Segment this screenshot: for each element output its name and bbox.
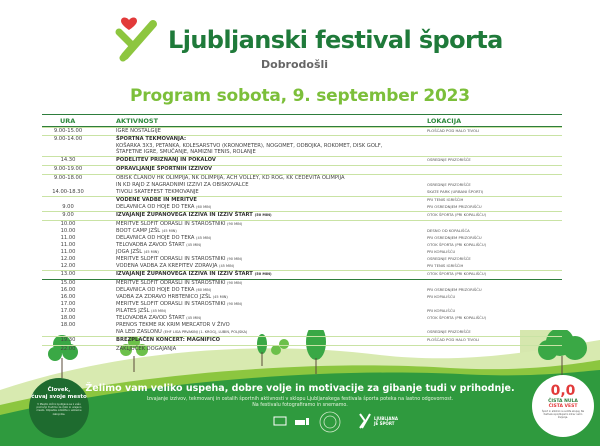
table-row: 10.00 BOOT CAMP JZŠL (45 MIN) DESNO OD KOPALIŠČA	[60, 228, 470, 234]
table-row: 9.00-14.00 ŠPORTNA TEKMOVANJA: KOŠARKA 3X3, PETANKA, KOLESARSTVO (KRONOMETER), NOGOMET, ODBOJKA, ROKOMET, DISK GOLF, ŠTAFETNE IGRE, SMUČANJE, NAMIZNI TENIS, ROLANJE	[42, 135, 562, 156]
table-row: 15.00 MERITVE SLOFIT ODRASLI IN STAROSTNIKI (90 MIN)	[60, 280, 243, 286]
table-row: 12.00 VODENA VADBA ZA KREPITEV ZDRAVJA (45 MIN) PRI TENIS IGRIŠČIH	[60, 263, 464, 269]
table-row: 18.00 TELOVADBA ZAVOD ŠTART (45 MIN) OTOK ŠPORTA (PRI KOPALIŠČU)	[60, 315, 487, 321]
table-row: 22.00 ZAKLJUČEK DOGAJANJA	[42, 345, 562, 354]
partner-logo-icon	[295, 418, 311, 426]
table-row: 16.00 DELAVNICA OD HOJE DO TEKA (60 MIN) PRI OSREDNJEM PRIZORIŠČU	[60, 287, 482, 293]
table-row: 18.00 PRENOS TEKME RK KRIM MERCATOR V ŽIVO NA LED ZASLONU (EHF LIGA PRVAKINJ (1. KROG), LUBIN, POLJSKA) OSREDNJE PRIZORIŠČE	[60, 322, 471, 335]
table-row: 14.30 PODELITEV PRIZNANJ IN POKALOV OSREDNJE PRIZORIŠČE	[42, 156, 562, 165]
clean-city-badge: Človek, čuvaj svoje mesto V Mestni občini Ljubljana se z vašo pomočjo trudimo za čisto in urejeno mesto. Odpadke odložite v ustrezne zabojnike.	[29, 378, 89, 438]
stadium-logo-icon	[318, 410, 342, 434]
table-row: 11.00 TELOVADBA ZAVOD ŠTART (45 MIN) OTOK ŠPORTA (PRI KOPALIŠČU)	[60, 242, 487, 248]
table-row: VODENE VADBE IN MERITVE PRI TENIS IGRIŠČIH	[42, 196, 562, 204]
festival-logo-icon	[113, 14, 159, 62]
table-row: 12.00 MERITVE SLOFIT ODRASLI IN STAROSTNIKI (90 MIN) OSREDNJE PRIZORIŠČE	[60, 256, 471, 262]
program-title: Program sobota, 9. september 2023	[130, 86, 470, 106]
footer-message: Želimo vam veliko uspeha, dobre volje in motivacije za gibanje tudi v prihodnje.	[85, 383, 515, 394]
table-row: 11.00 DELAVNICA OD HOJE DO TEKA (45 MIN) PRI OSREDNJEM PRIZORIŠČU	[60, 235, 482, 241]
ljubljana-sport-label: LJUBLJANA JE ŠPORT	[374, 416, 398, 426]
col-location-header: LOKACIJA	[427, 117, 462, 125]
zero-alcohol-number: 0,0	[550, 383, 576, 399]
schedule-table	[42, 114, 562, 354]
table-row: 9.00-18.00 OBISK ČLANOV HK OLIMPIJA, NK OLIMPIJA, ACH VOLLEY, KD ROG, KK CEDEVITA OLIMPIJA IN KD RAJD Z NAGRADNIMI IZZIVI ZA OBISKOVALCE OSREDNJE PRIZORIŠČE	[42, 174, 562, 189]
welcome-subtitle: Dobrodošli	[261, 58, 329, 71]
table-row: 9.00 IZVAJANJE ŽUPANOVEGA IZZIVA IN IZZIV ŠTART (50 MIN) OTOK ŠPORTA (PRI KOPALIŠČU)	[42, 211, 562, 220]
table-row: 17.00 MERITVE SLOFIT ODRASLI IN STAROSTNIKI (90 MIN)	[60, 301, 243, 307]
ljubljana-sport-logo-icon	[358, 412, 372, 430]
table-row: 17.00 PILATES JZŠL (45 MIN) PRI KOPALIŠČU	[60, 308, 456, 314]
table-row: 19.30 BREZPLAČEN KONCERT: MAGNIFICO PLOŠČAD POD HALO TIVOLI	[42, 336, 562, 345]
table-row: 10.00 MERITVE SLOFIT ODRASLI IN STAROSTNIKI (90 MIN)	[42, 220, 562, 228]
col-activity-header: AKTIVNOST	[116, 117, 159, 125]
footer-disclaimer: Izvajanje izzivov, tekmovanj in ostalih športnih aktivnosti v sklopu Ljubljanskega festivala športa poteka na lastno odgovornost. Na festivalu fotografiramo in snemamo.	[146, 397, 454, 408]
header	[0, 0, 600, 110]
table-header	[42, 114, 562, 127]
zero-alcohol-badge: 0,0 ČISTA NULA ČISTA VEST Šport in alkohol ne sodita skupaj. Na festivalu spodbujamo zdrav način življenja.	[532, 375, 594, 437]
table-row: 13.00 IZVAJANJE ŽUPANOVEGA IZZIVA IN IZZIV ŠTART (50 MIN) OTOK ŠPORTA (PRI KOPALIŠČU)	[42, 270, 562, 280]
table-row: 14.00-18.30 TIVOLI SKATEFEST TEKMOVANJE SKATE PARK (URBANI ŠPORTI)	[52, 189, 484, 195]
festival-title: Ljubljanski festival športa	[168, 26, 503, 54]
table-row: 16.00 VADBA ZA ZDRAVO HRBTENICO JZŠL (45 MIN) PRI KOPALIŠČU	[60, 294, 456, 300]
table-row: 11.00 JOGA JZŠL (45 MIN) PRI KOPALIŠČU	[60, 249, 456, 255]
table-row: 9.00-19.00 OPRAVLJANJE ŠPORTNIH IZZIVOV	[42, 165, 562, 174]
col-time-header: URA	[60, 117, 76, 125]
partner-logo-icon	[273, 414, 287, 430]
table-row: 9.00-15.00 IGRE NOSTALGIJE PLOŠČAD POD HALO TIVOLI	[42, 127, 562, 135]
table-row: 9.00 DELAVNICA OD HOJE DO TEKA (60 MIN) PRI OSREDNJEM PRIZORIŠČU	[62, 204, 482, 210]
